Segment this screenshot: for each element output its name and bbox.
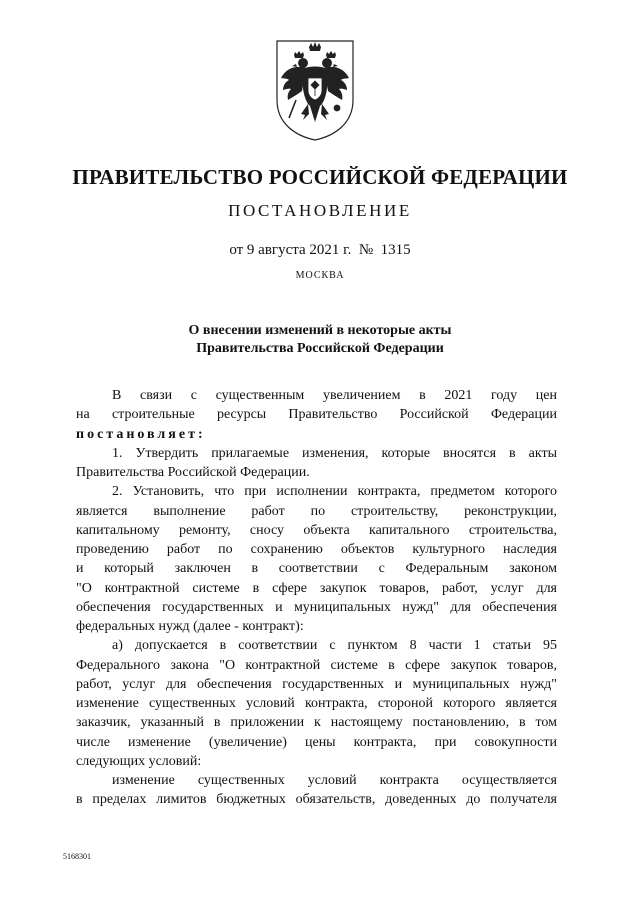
body-line: работ, услуг для обеспечения государственных и муниципальных нужд" [76,676,557,692]
document-body [76,386,557,810]
document-title-line: О внесении изменений в некоторые акты [188,323,452,338]
document-kind: ПОСТАНОВЛЕНИЕ [228,201,412,220]
body-line: проведению работ по сохранению объектов культурного наследия [76,542,557,557]
body-line: в пределах лимитов бюджетных обязательств, доведенных до получателя [76,792,557,808]
document-city: МОСКВА [295,270,345,281]
body-line: Правительства Российской Федерации. [76,465,310,480]
body-line: 1. Утвердить прилагаемые изменения, которые вносятся в акты [112,445,557,461]
body-line: на строительные ресурсы Правительство Российской Федерации [76,407,557,423]
body-line: изменение существенных условий контракта, стороной которого является [76,696,557,711]
government-name: ПРАВИТЕЛЬСТВО РОССИЙСКОЙ ФЕДЕРАЦИИ [72,165,568,189]
body-line: заказчик, указанный в приложении к настоящему постановлению, в том [76,715,557,731]
body-line: 2. Установить, что при исполнении контракта, предметом которого [112,484,557,500]
coat-of-arms-icon [274,38,356,142]
body-line: изменение существенных условий контракта осуществляется [112,773,557,788]
body-line: федеральных нужд (далее - контракт): [76,619,304,634]
document-date-number: от 9 августа 2021 г. № 1315 [229,242,411,258]
document-title [0,322,640,358]
document-number-footer: 5168301 [63,852,91,861]
document-title-line: Правительства Российской Федерации [196,341,444,356]
body-line: "О контрактной системе в сфере закупок товаров, работ, услуг для [76,580,557,596]
body-line: В связи с существенным увеличением в 2021 году цен [112,388,557,403]
body-line: капитальному ремонту, сносу объекта капитального строительства, [76,522,557,538]
body-line: числе изменение (увеличение) цены контракта, при совокупности [76,734,557,750]
body-line: а) допускается в соответствии с пунктом 8 части 1 статьи 95 [112,638,557,654]
body-line: обеспечения государственных и муниципальных нужд" для обеспечения [76,599,557,615]
body-line: следующих условий: [76,753,202,769]
body-line-resolves: постановляет: [76,426,206,442]
body-line: является выполнение работ по строительству, реконструкции, [76,503,557,519]
body-line: Федерального закона "О контрактной системе в сфере закупок товаров, [76,657,557,673]
body-line: и который заключен в соответствии с Федеральным законом [76,561,557,577]
